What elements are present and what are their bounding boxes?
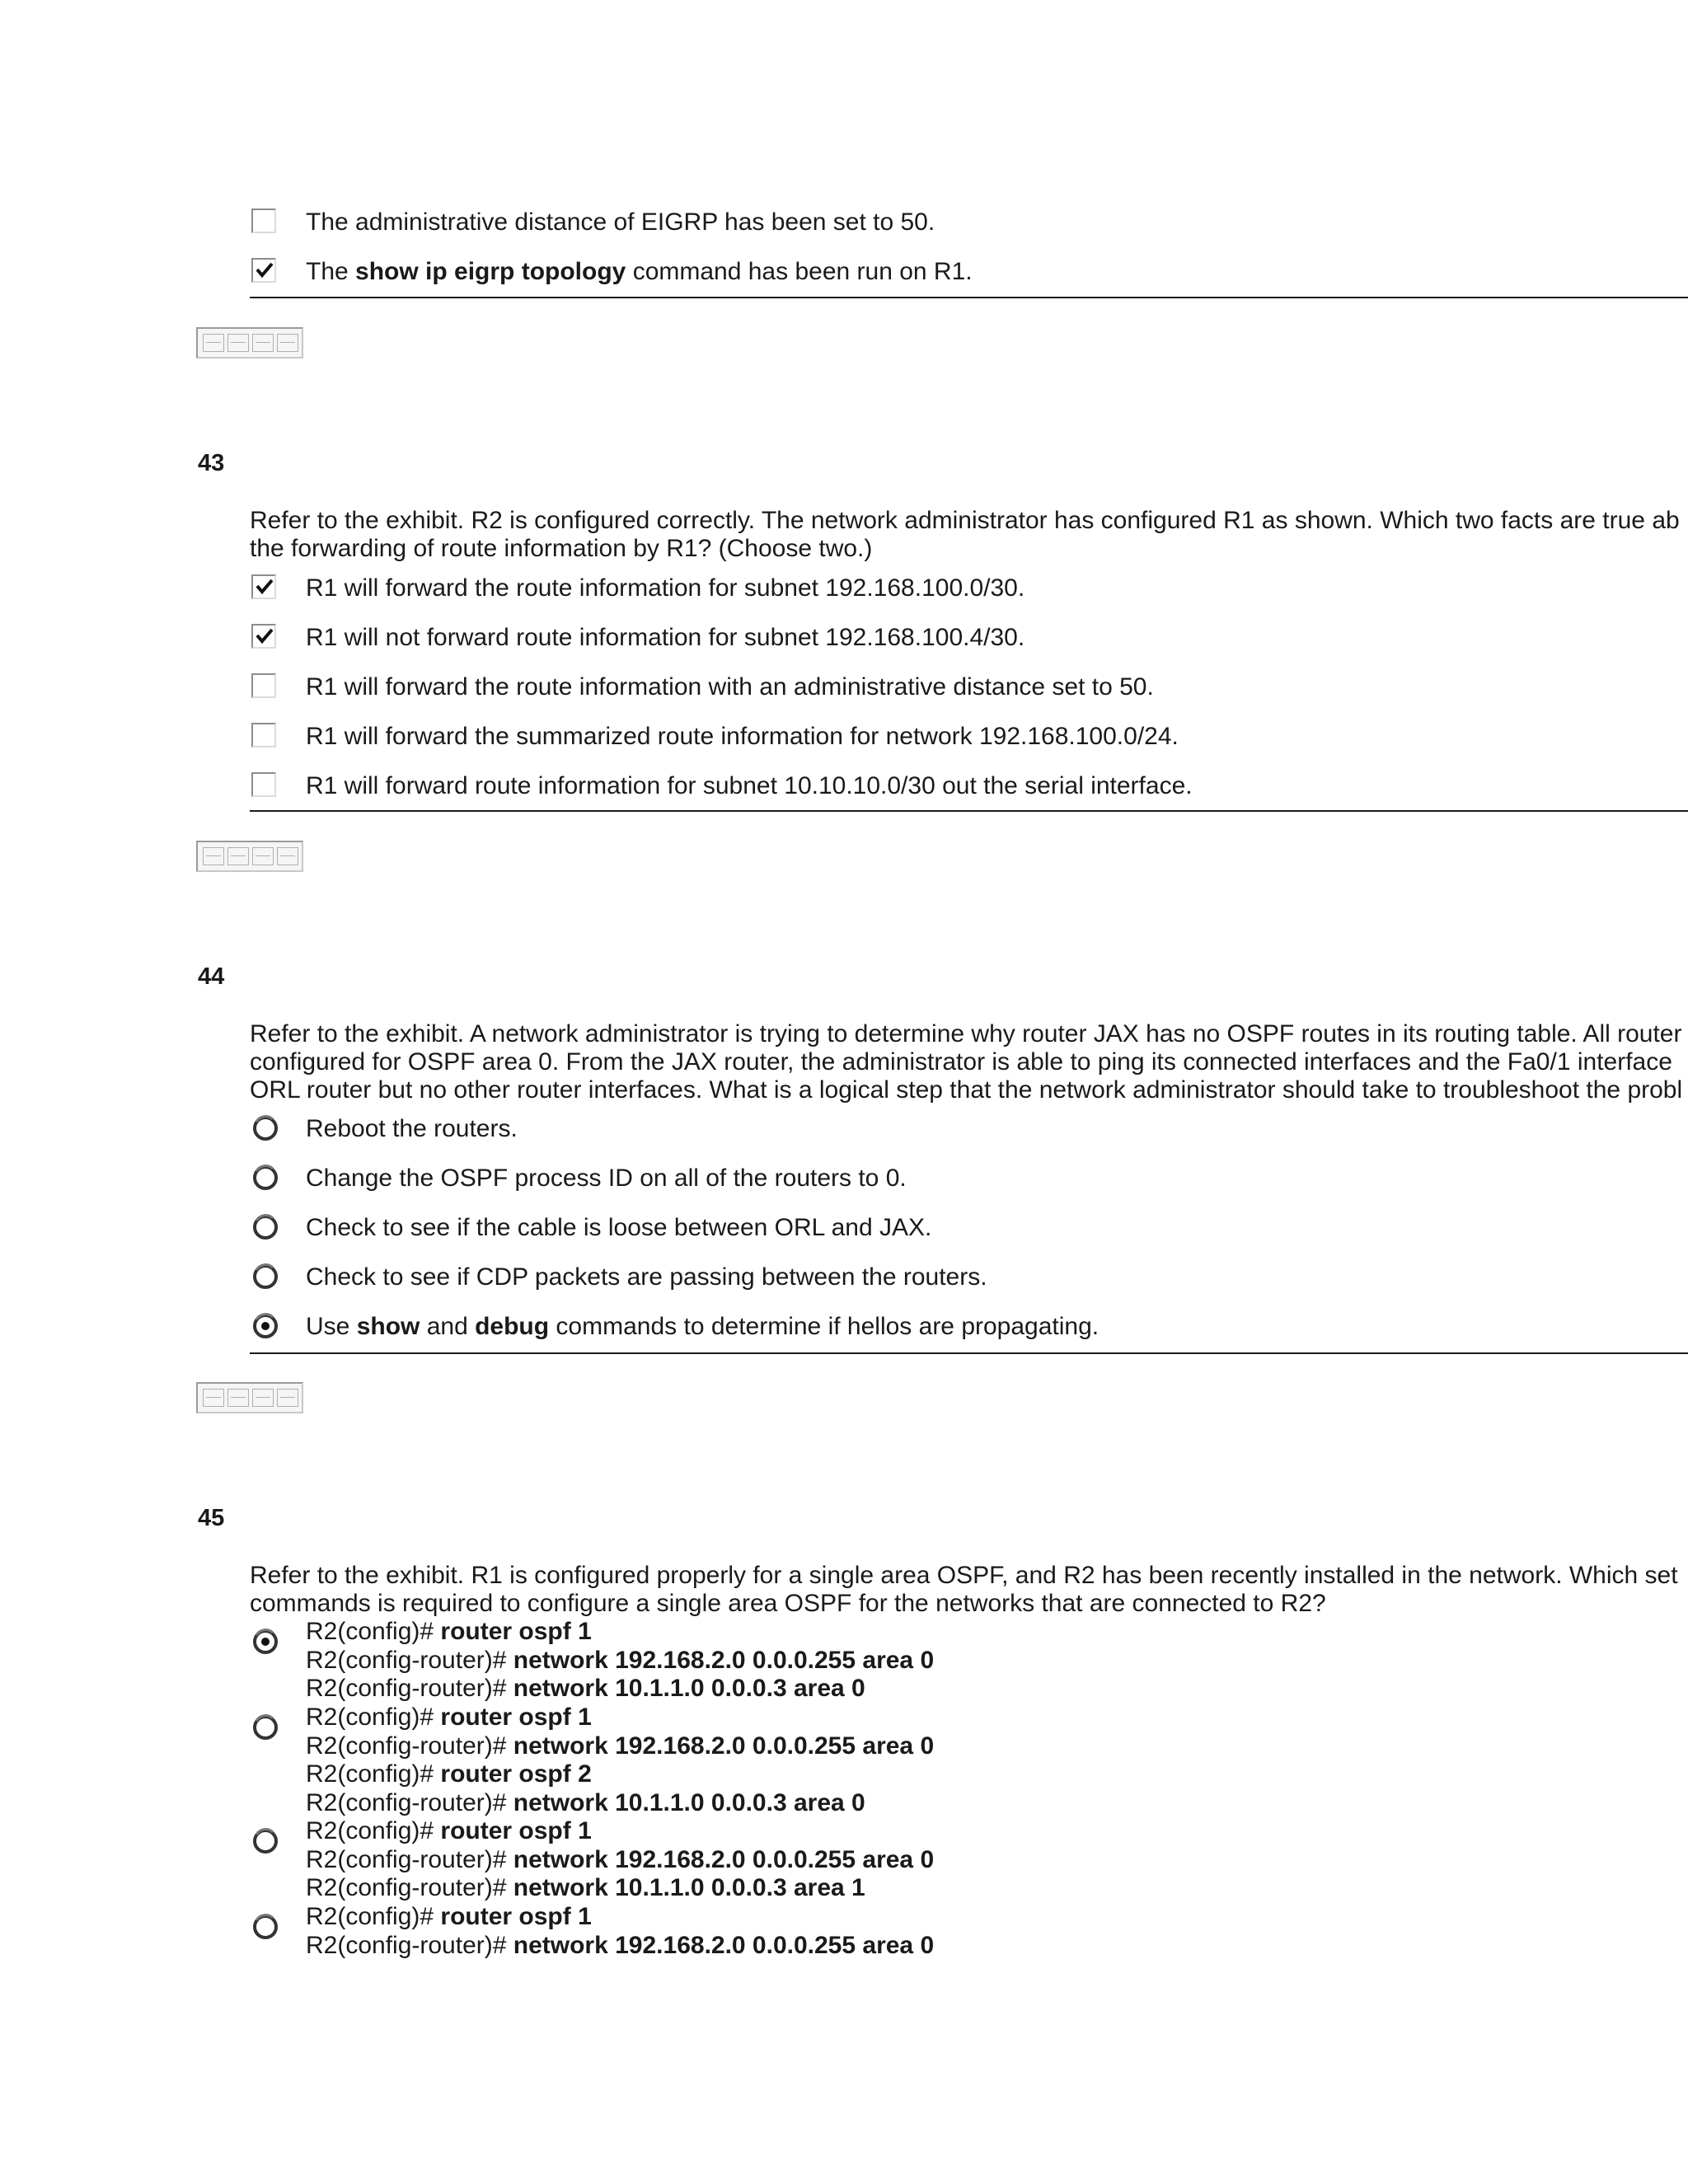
q43-option-5-text: R1 will forward route information for subnet 10.10.10.0/30 out the serial interface. <box>306 772 1193 799</box>
q42-option-2-text: The show ip eigrp topology command has been run on R1. <box>306 258 973 285</box>
q43-option-2-text: R1 will not forward route information for subnet 192.168.100.4/30. <box>306 624 1025 651</box>
q44-option-4-radio[interactable] <box>251 1263 279 1291</box>
radio-selected-dot <box>261 1322 270 1330</box>
question-number: 44 <box>198 963 225 990</box>
q45-option-4-radio[interactable] <box>251 1913 279 1941</box>
q44-option-4-text: Check to see if CDP packets are passing between the routers. <box>306 1263 987 1291</box>
navigation-button-icon[interactable] <box>196 1382 303 1413</box>
q45-option-1-radio[interactable] <box>251 1628 279 1656</box>
q45-option-2-text: R2(config)# router ospf 1 R2(config-router)# network 192.168.2.0 0.0.0.255 area 0 R2(config)# router ospf 2 R2(config-router)# network 10.1.1.0 0.0.0.3 area 0 <box>306 1704 935 1816</box>
q44-option-5-radio[interactable] <box>251 1312 279 1340</box>
question-number: 45 <box>198 1505 225 1531</box>
divider <box>250 1352 1688 1354</box>
checkmark-icon <box>255 626 274 646</box>
q45-option-4-text: R2(config)# router ospf 1 R2(config-router)# network 192.168.2.0 0.0.0.255 area 0 <box>306 1903 935 1959</box>
q42-option-1-checkbox[interactable] <box>251 209 276 233</box>
q43-option-1-text: R1 will forward the route information for subnet 192.168.100.0/30. <box>306 574 1025 602</box>
question-text: Refer to the exhibit. R1 is configured properly for a single area OSPF, and R2 has been recently installed in the network. Which set commands is required to configure a single area OSPF for the networks that are connected to R2? <box>250 1562 1678 1617</box>
q45-option-1-text: R2(config)# router ospf 1 R2(config-router)# network 192.168.2.0 0.0.0.255 area 0 R2(config-router)# network 10.1.1.0 0.0.0.3 area 0 <box>306 1618 935 1703</box>
question-text: Refer to the exhibit. A network administrator is trying to determine why router JAX has no OSPF routes in its routing table. All router configured for OSPF area 0. From the JAX router, the administrator is able to ping its connected interfaces and the Fa0/1 interface ORL router but no other router interfaces. What is a logical step that the network administrator should take to troubleshoot the probl <box>250 1020 1683 1104</box>
divider <box>250 810 1688 812</box>
question-text: Refer to the exhibit. R2 is configured correctly. The network administrator has configured R1 as shown. Which two facts are true ab the forwarding of route information by R1? (Choose two.) <box>250 507 1680 562</box>
q44-option-2-radio[interactable] <box>251 1164 279 1192</box>
q43-option-4-checkbox[interactable] <box>251 723 276 748</box>
q44-option-5-text: Use show and debug commands to determine if hellos are propagating. <box>306 1313 1100 1340</box>
q45-option-3-text: R2(config)# router ospf 1 R2(config-router)# network 192.168.2.0 0.0.0.255 area 0 R2(config-router)# network 10.1.1.0 0.0.0.3 area 1 <box>306 1817 935 1902</box>
q45-option-2-radio[interactable] <box>251 1713 279 1741</box>
divider <box>250 297 1688 298</box>
q44-option-1-radio[interactable] <box>251 1114 279 1142</box>
q43-option-4-text: R1 will forward the summarized route information for network 192.168.100.0/24. <box>306 723 1179 750</box>
q44-option-3-radio[interactable] <box>251 1213 279 1241</box>
q43-option-3-text: R1 will forward the route information with an administrative distance set to 50. <box>306 673 1154 701</box>
q44-option-3-text: Check to see if the cable is loose between ORL and JAX. <box>306 1214 932 1241</box>
navigation-button-icon[interactable] <box>196 327 303 359</box>
checkmark-icon <box>255 260 274 280</box>
q45-option-3-radio[interactable] <box>251 1827 279 1855</box>
q43-option-1-checkbox[interactable] <box>251 574 276 599</box>
q42-option-2-checkbox[interactable] <box>251 258 276 283</box>
radio-selected-dot <box>261 1638 270 1646</box>
q43-option-3-checkbox[interactable] <box>251 673 276 698</box>
checkmark-icon <box>255 577 274 597</box>
question-number: 43 <box>198 450 225 476</box>
q43-option-5-checkbox[interactable] <box>251 772 276 797</box>
q43-option-2-checkbox[interactable] <box>251 624 276 649</box>
q42-option-1-text: The administrative distance of EIGRP has been set to 50. <box>306 209 935 236</box>
q44-option-1-text: Reboot the routers. <box>306 1115 518 1142</box>
q44-option-2-text: Change the OSPF process ID on all of the routers to 0. <box>306 1165 907 1192</box>
navigation-button-icon[interactable] <box>196 841 303 872</box>
